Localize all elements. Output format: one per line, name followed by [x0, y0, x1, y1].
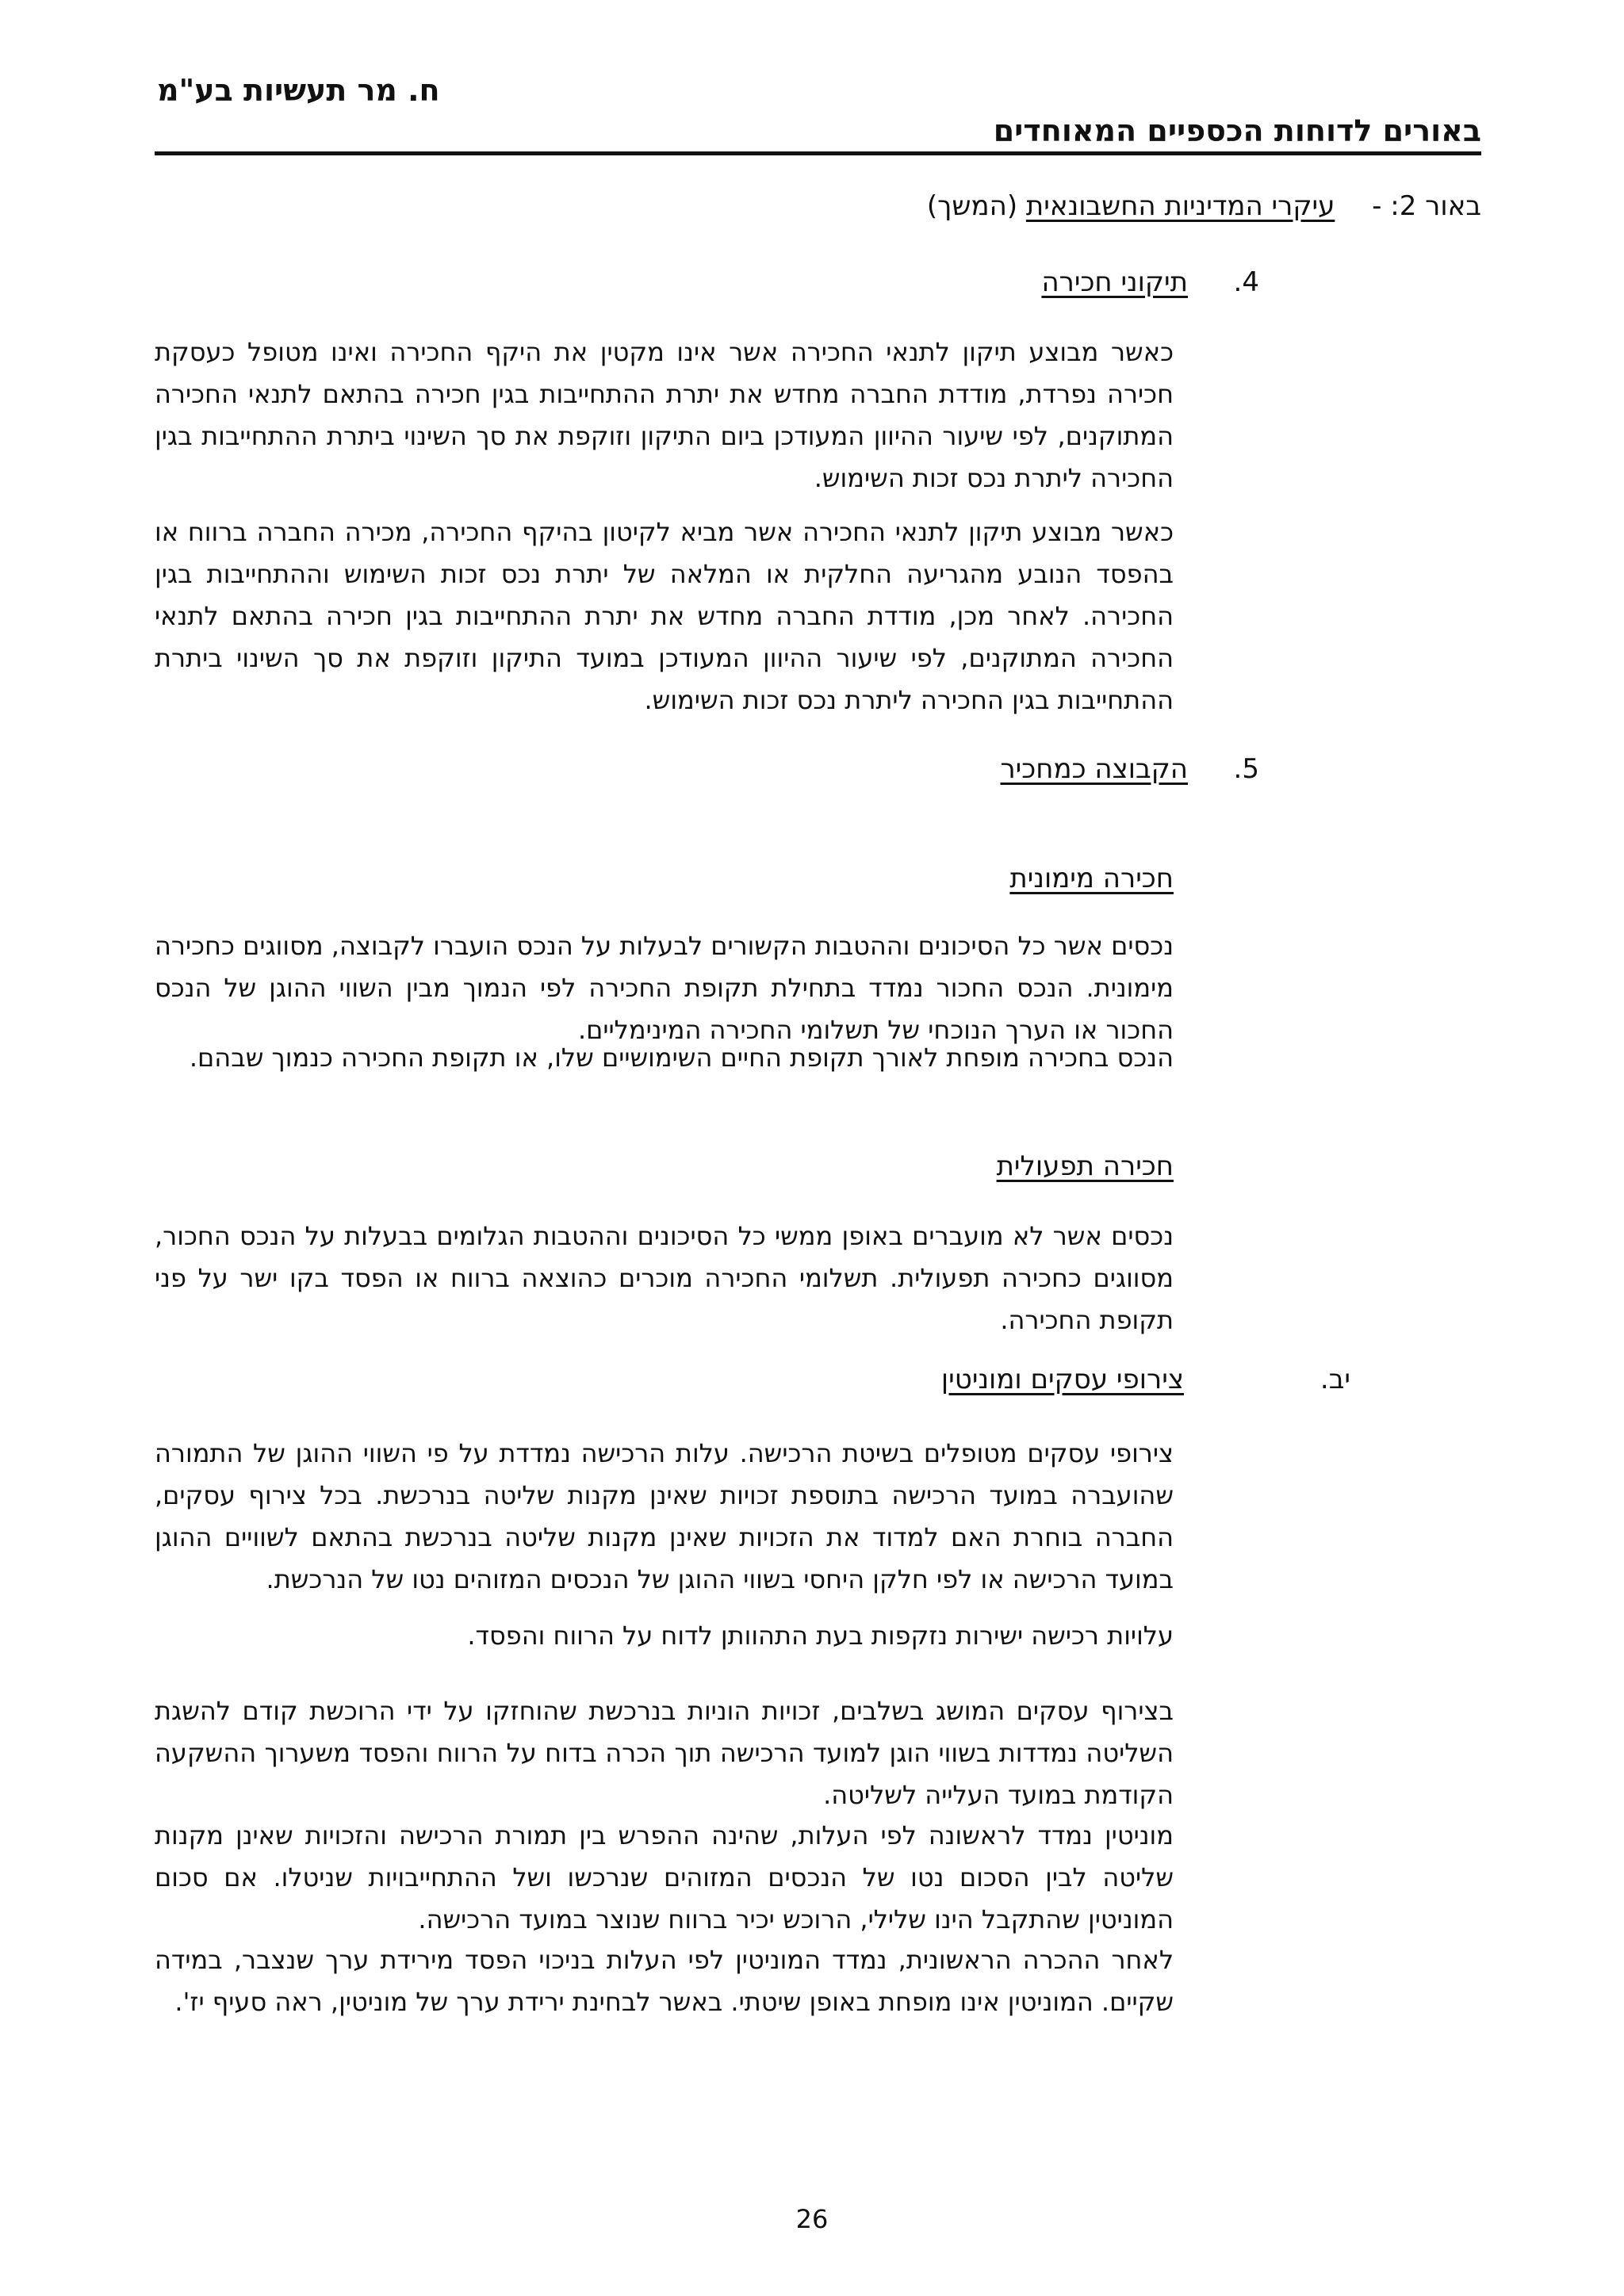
section-4-title: תיקוני חכירה — [1041, 266, 1188, 298]
note-suffix: (המשך) — [926, 190, 1018, 222]
finance-lease-paragraph: נכסים אשר כל הסיכונים וההטבות הקשורים לבעלות על הנכס הועברו לקבוצה, מסווגים כחכירה מימונית. הנכס החכור נמדד בתחילת תקופת החכירה לפי הנמוך מבין השווי ההוגן של הנכס החכור או הערך הנוכחי של תשלומי החכירה המינימליים. — [155, 931, 1174, 1045]
section-4-paragraph-2: כאשר מבוצע תיקון לתנאי החכירה אשר מביא לקיטון בהיקף החכירה, מכירה החברה ברווח או בהפסד הנובע מהגריעה החלקית או המלאה של יתרת נכס זכות השימוש וההתחייבות בגין החכירה. לאחר מכן, מודדת החברה מחדש את יתרת ההתחייבות בגין חכירה בהתאם לתנאי החכירה המתוקנים, לפי שיעור ההיוון המעודכן במועד התיקון וזוקפת את סך השינוי ביתרת ההתחייבות בגין החכירה ליתרת נכס זכות השימוש. — [155, 517, 1174, 715]
page-number: 26 — [795, 2204, 829, 2234]
section-4-paragraph-1: כאשר מבוצע תיקון לתנאי החכירה אשר אינו מקטין את היקף החכירה ואינו מטופל כעסקת חכירה נפרדת, מודדת החברה מחדש את יתרת ההתחייבות בגין חכירה בהתאם לתנאי החכירה המתוקנים, לפי שיעור ההיוון המעודכן ביום התיקון וזוקפת את סך השינוי ביתרת ההתחייבות בגין החכירה ליתרת נכס זכות השימוש. — [155, 337, 1174, 493]
section-yb-number: יב. — [1320, 1364, 1350, 1395]
section-5-heading — [1000, 753, 1259, 785]
section-yb-paragraph-2: עלויות רכישה ישירות נזקפות בעת התהוותן לדוח על הרווח והפסד. — [467, 1621, 1174, 1651]
section-yb-paragraph-1: צירופי עסקים מטופלים בשיטת הרכישה. עלות הרכישה נמדדת על פי השווי ההוגן של התמורה שהועברה במועד הרכישה בתוספת זכויות שאינן מקנות שליטה בנרכשת. בכל צירוף עסקים, החברה בוחרת האם למדוד את הזכויות שאינן מקנות שליטה בנרכשת בהתאם לשוויים ההוגן במועד הרכישה או לפי חלקן היחסי בשווי ההוגן של הנכסים המזוהים נטו של הנרכשת. — [155, 1438, 1174, 1594]
note-label: באור 2: - — [1372, 190, 1481, 222]
finance-lease-title: חכירה מימונית — [1009, 863, 1174, 894]
section-5-number: 5. — [1233, 753, 1259, 785]
report-title: באורים לדוחות הכספיים המאוחדים — [993, 113, 1481, 148]
note-heading — [927, 190, 1481, 222]
section-yb-paragraph-3: בצירוף עסקים המושג בשלבים, זכויות הוניות בנרכשת שהוחזקו על ידי הרוכשת קודם להשגת השליטה נמדדות בשווי הוגן למועד הרכישה תוך הכרה בדוח על הרווח והפסד משערוך ההשקעה הקודמת במועד העלייה לשליטה. — [155, 1696, 1174, 1810]
operating-lease-title: חכירה תפעולית — [996, 1150, 1174, 1182]
section-yb-heading — [941, 1364, 1350, 1395]
finance-lease-paragraph-2: הנכס בחכירה מופחת לאורך תקופת החיים השימושיים שלו, או תקופת החכירה כנמוך שבהם. — [189, 1043, 1174, 1073]
section-5-title: הקבוצה כמחכיר — [1000, 753, 1188, 785]
company-name: ח. מר תעשיות בע"מ — [157, 73, 440, 108]
section-4-heading — [1041, 266, 1259, 298]
operating-lease-paragraph: נכסים אשר לא מועברים באופן ממשי כל הסיכונים וההטבות הגלומים בבעלות על הנכס החכור, מסווגים כחכירה תפעולית. תשלומי החכירה מוכרים כהוצאה ברווח או הפסד בקו ישר על פני תקופת החכירה. — [155, 1221, 1174, 1335]
section-yb-paragraph-4: מוניטין נמדד לראשונה לפי העלות, שהינה ההפרש בין תמורת הרכישה והזכויות שאינן מקנות שליטה לבין הסכום נטו של הנכסים המזוהים שנרכשו ושל ההתחייבויות שניטלו. אם סכום המוניטין שהתקבל הינו שלילי, הרוכש יכיר ברווח שנוצר במועד הרכישה. — [155, 1820, 1174, 1934]
note-title: עיקרי המדיניות החשבונאית — [1025, 190, 1335, 222]
section-4-number: 4. — [1233, 266, 1259, 298]
header-divider — [155, 151, 1481, 155]
section-yb-title: צירופי עסקים ומוניטין — [940, 1364, 1184, 1395]
section-yb-paragraph-5: לאחר ההכרה הראשונית, נמדד המוניטין לפי העלות בניכוי הפסד מירידת ערך שנצבר, במידה שקיים. המוניטין אינו מופחת באופן שיטתי. באשר לבחינת ירידת ערך של מוניטין, ראה סעיף יז'. — [155, 1945, 1174, 2017]
